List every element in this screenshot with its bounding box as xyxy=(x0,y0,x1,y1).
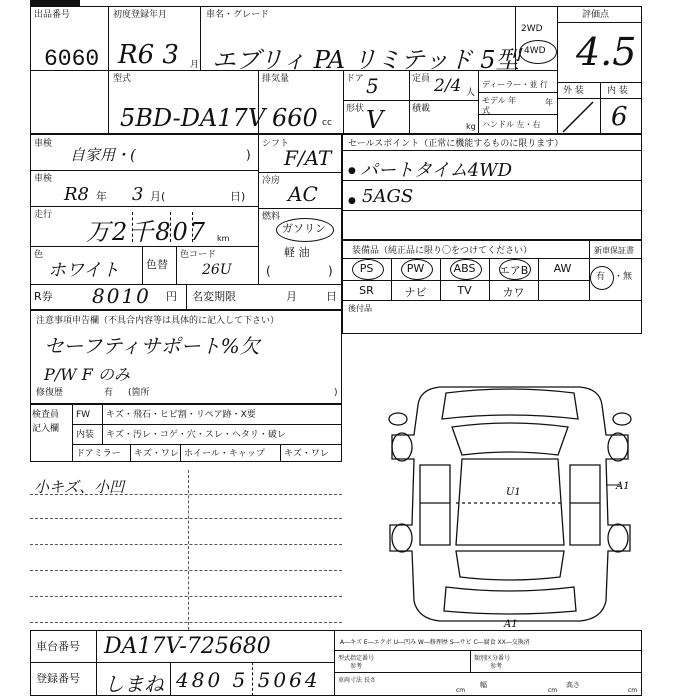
equipment-item-2: ABS xyxy=(453,262,476,275)
check-interior-items: キズ・汚レ・コゲ・穴・スレ・ヘタリ・破レ xyxy=(106,430,286,440)
chassis-label: 車台番号 xyxy=(36,640,80,653)
digit-divider xyxy=(252,662,253,696)
color-code-value: 26U xyxy=(202,262,232,278)
repair-close: ) xyxy=(334,388,338,398)
ac-value: AC xyxy=(288,182,318,206)
divider xyxy=(130,444,131,462)
divider xyxy=(470,650,471,672)
divider xyxy=(409,70,410,134)
note-line xyxy=(30,494,342,495)
equipment-item-row2-2: TV xyxy=(457,284,472,297)
shaken-year-unit: 年 xyxy=(96,190,107,203)
inspection-label: 車検 xyxy=(34,139,53,149)
plate-area: しまね xyxy=(104,672,164,696)
drive-4wd: 4WD xyxy=(524,46,546,56)
steering-label: ハンドル 左・右 xyxy=(482,120,541,129)
first-reg-value: R6 3 xyxy=(118,40,179,70)
equipment-item-4: AW xyxy=(553,262,572,275)
note-line xyxy=(30,596,342,597)
name-change-day: 日 xyxy=(326,290,337,303)
displacement-label: 排気量 xyxy=(262,74,290,84)
diagram-legend: A―キズ E―エクボ U―凹み W―修理歴 S―サビ C―腐食 XX―交換済 xyxy=(340,639,530,646)
shaken-year: R8 xyxy=(64,184,90,205)
inspection-value: 自家用・( xyxy=(70,146,136,164)
divider xyxy=(180,444,181,462)
car-damage-diagram xyxy=(380,375,640,630)
capacity-value: 2/4 xyxy=(434,76,462,96)
notes-line-2: P/W F のみ xyxy=(44,365,130,384)
check-label-1: 検査員 xyxy=(32,410,60,420)
divider xyxy=(200,6,201,70)
cc-unit: cc xyxy=(322,118,332,128)
divider xyxy=(170,662,171,696)
divider xyxy=(334,672,642,673)
digit-divider xyxy=(170,212,171,242)
fuel-label: 燃料 xyxy=(262,212,281,222)
note-line xyxy=(30,570,342,571)
int-label: 内 装 xyxy=(607,86,628,96)
first-reg-label: 初度登録年月 xyxy=(113,10,168,20)
new-reg-none: ・無 xyxy=(614,272,633,282)
divider xyxy=(30,246,258,247)
check-mirror-items: キズ・ワレ xyxy=(134,449,179,459)
divider xyxy=(342,280,589,281)
divider xyxy=(334,630,335,696)
dealer-label: ディーラー・並 行 xyxy=(482,80,548,89)
divider xyxy=(30,170,258,171)
notes-line-1: セーフティサポート%欠 xyxy=(44,334,260,358)
divider xyxy=(72,444,342,445)
shaken-label: 車検 xyxy=(34,174,53,184)
new-reg-label: 新車保証書 xyxy=(594,246,634,255)
divider xyxy=(589,240,590,300)
divider xyxy=(478,92,557,93)
len-label: 車両寸法 長さ xyxy=(338,677,376,684)
year-unit: 年 xyxy=(545,98,553,107)
fuel-diesel: 軽 油 xyxy=(284,246,310,259)
doors-value: 5 xyxy=(366,74,379,98)
len-cm: cm xyxy=(456,687,466,694)
lot-number: 6060 xyxy=(44,46,100,72)
equipment-item-3: エアB xyxy=(498,264,529,277)
divider xyxy=(186,284,187,310)
bullet-icon: ● xyxy=(348,196,356,206)
form-label: 型式指定番号 xyxy=(338,655,375,662)
mileage-label: 走行 xyxy=(34,210,53,220)
name-change-month: 月 xyxy=(286,290,297,303)
divider xyxy=(258,208,342,209)
repair-has: 有 xyxy=(104,388,114,398)
repair-label: 修復歴 xyxy=(36,388,64,398)
bullet-icon: ● xyxy=(348,166,356,176)
shaken-month-unit: 月( xyxy=(150,190,166,203)
class-ref: 参考 xyxy=(490,663,503,670)
divider xyxy=(515,6,516,70)
equipment-item-row2-0: SR xyxy=(359,284,374,297)
name-change-label: 名変期限 xyxy=(192,290,236,303)
digit-divider xyxy=(192,212,193,242)
person-unit: 人 xyxy=(466,88,476,98)
check-label-2: 記入欄 xyxy=(32,424,60,434)
sales-point-label: セールスポイント（正常に機能するものに限ります） xyxy=(348,139,564,149)
fuel-gas: ガソリン xyxy=(282,222,326,235)
divider xyxy=(30,206,258,207)
divider xyxy=(258,172,342,173)
color-swap-label: 色替 xyxy=(146,258,168,271)
color-value: ホワイト xyxy=(48,260,120,281)
width-cm: cm xyxy=(548,687,558,694)
check-wheel-items: キズ・ワレ xyxy=(284,449,329,459)
equipment-label: 装備品（純正品に限り〇をつけてください） xyxy=(352,246,533,256)
height-cm: cm xyxy=(628,687,638,694)
form-ref: 参考 xyxy=(350,663,363,670)
divider xyxy=(478,114,557,115)
score-label: 評価点 xyxy=(582,10,610,20)
inspection-paren: ) xyxy=(246,148,251,162)
divider xyxy=(342,300,642,301)
car-name-label: 車名・グレード xyxy=(206,10,270,20)
width-label: 幅 xyxy=(480,681,487,689)
check-fw: FW xyxy=(76,410,91,420)
aftermarket-label: 後付品 xyxy=(348,304,372,313)
divider xyxy=(280,444,281,462)
divider xyxy=(108,70,109,134)
shaken-day-unit: 日) xyxy=(230,190,246,203)
km-unit: km xyxy=(217,234,230,243)
height-label: 高さ xyxy=(566,681,580,689)
check-mirror: ドアミラー xyxy=(76,449,121,459)
divider xyxy=(72,404,73,462)
model-value: 5BD-DA17V xyxy=(120,104,266,132)
displacement-value: 660 xyxy=(272,104,318,132)
color-code-label: 色コード xyxy=(180,250,217,260)
note-line xyxy=(30,544,342,545)
sales-item-2: 5AGS xyxy=(362,186,414,207)
divider xyxy=(30,662,334,663)
divider xyxy=(342,258,642,259)
kg-unit: kg xyxy=(466,122,476,131)
capacity-label: 定員 xyxy=(412,74,431,84)
equipment-item-row2-3: カワ xyxy=(502,286,525,299)
divider xyxy=(108,6,109,70)
plate-number: 480 5 5064 xyxy=(176,668,321,692)
equipment-item-0: PS xyxy=(359,262,374,275)
notes-label: 注意事項申告欄（不具合内容等は具体的に記入して下さい） xyxy=(36,316,280,326)
divider xyxy=(334,650,642,651)
divider xyxy=(258,134,259,284)
divider xyxy=(176,246,177,284)
ext-slash-mark xyxy=(557,98,601,134)
recycle-label: R券 xyxy=(34,290,53,303)
fuel-paren-open: ( xyxy=(266,264,271,278)
shift-value: F/AT xyxy=(284,146,332,170)
fuel-paren-close: ) xyxy=(328,264,333,278)
lower-note-1: 小キズ、小凹 xyxy=(34,478,125,496)
divider xyxy=(72,424,342,425)
top-black-tab xyxy=(30,0,80,7)
lot-label: 出品番号 xyxy=(34,10,71,20)
check-wheel: ホイール・キャップ xyxy=(184,449,265,459)
divider xyxy=(96,630,97,696)
shape-value: V xyxy=(366,106,384,134)
divider xyxy=(342,180,642,181)
class-label: 類別区分番号 xyxy=(474,655,511,662)
int-score: 6 xyxy=(611,102,628,132)
color-label: 色 xyxy=(34,250,44,260)
equipment-circle-icon xyxy=(450,259,482,280)
mark-a1-right: A1 xyxy=(616,481,630,492)
ac-label: 冷房 xyxy=(262,176,281,186)
equipment-circle-icon xyxy=(499,259,531,280)
score-value: 4.5 xyxy=(576,30,637,74)
ext-label: 外 装 xyxy=(563,86,584,96)
digit-divider xyxy=(132,212,133,242)
new-reg-has: 有 xyxy=(596,272,606,282)
shaken-month: 3 xyxy=(132,184,144,205)
check-interior: 内装 xyxy=(76,430,95,440)
note-line xyxy=(30,622,342,623)
divider xyxy=(478,70,479,134)
mileage-value: 万2千807 xyxy=(86,218,208,246)
doors-label: ドア xyxy=(346,74,364,84)
sales-item-1: パートタイム4WD xyxy=(360,160,513,181)
drive-2wd: 2WD xyxy=(521,24,543,34)
equipment-item-row2-1: ナビ xyxy=(404,286,427,299)
mark-a1-bottom: A1 xyxy=(504,619,518,630)
note-line xyxy=(30,518,342,519)
month-unit: 月 xyxy=(190,60,200,70)
yen-unit: 円 xyxy=(166,290,177,303)
equipment-circle-icon xyxy=(352,259,384,280)
check-fw-items: キズ・飛石・ヒビ割・リペア跡・X要 xyxy=(106,410,256,420)
load-label: 積載 xyxy=(412,104,431,114)
model-label: 型式 xyxy=(113,74,132,84)
divider xyxy=(258,70,259,134)
repair-place: (箇所 xyxy=(128,388,150,398)
model-year-label: モデル 年式 xyxy=(482,96,517,115)
plate-label: 登録番号 xyxy=(36,672,80,685)
equipment-item-1: PW xyxy=(406,262,425,275)
divider xyxy=(343,70,344,134)
shift-label: シフト xyxy=(262,139,290,149)
mark-u1: U1 xyxy=(506,487,521,498)
recycle-value: 8010 xyxy=(92,284,151,308)
divider xyxy=(557,22,642,23)
car-name-value: エブリィ PA リミテッド 5型 xyxy=(212,46,520,74)
shape-label: 形状 xyxy=(346,104,365,114)
divider xyxy=(342,150,642,151)
divider xyxy=(342,210,642,211)
chassis-value: DA17V-725680 xyxy=(104,634,271,659)
divider xyxy=(142,246,143,284)
divider xyxy=(343,100,478,101)
equipment-circle-icon xyxy=(401,259,433,280)
